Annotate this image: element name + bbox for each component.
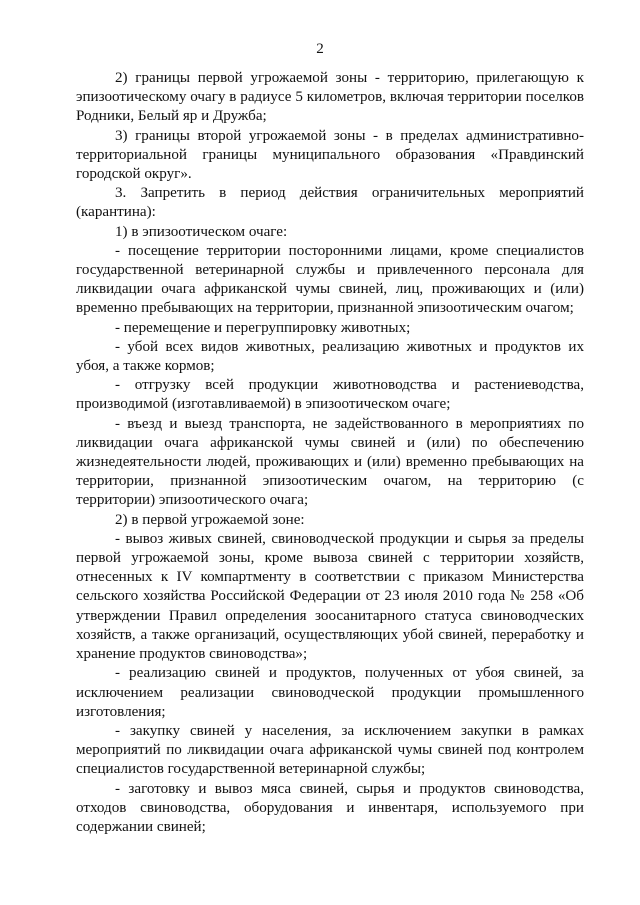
paragraph-purchase-ban: - закупку свиней у населения, за исключением закупки в рамках мероприятий по ликвидации очага африканской чумы свиней под контролем специалистов государственной ветеринарной службы; — [76, 722, 584, 778]
paragraph-sale-ban: - реализацию свиней и продуктов, полученных от убоя свиней, за исключением реализации свиноводческой продукции промышленного изготовления; — [76, 665, 584, 720]
paragraph-item-3: 3. Запретить в период действия ограничительных мероприятий (карантина): — [76, 185, 584, 221]
paragraph-visits-ban: - посещение территории посторонними лицами, кроме специалистов государственной ветеринарной службы и привлеченного персонала для ликвидации очага африканской чумы свиней, лиц, проживающих и (или) временно пребывающих на территории, признанной эпизоотическим очагом; — [76, 242, 584, 317]
paragraph-first-zone-heading: 2) в первой угрожаемой зоне: — [115, 511, 305, 528]
paragraph-shipment-ban: - отгрузку всей продукции животноводства и растениеводства, производимой (изготавливаемой) в эпизоотическом очаге; — [76, 377, 584, 413]
paragraph-zone-2: 3) границы второй угрожаемой зоны - в пределах административно-территориальной границы муниципального образования «Правдинский городской округ». — [76, 127, 584, 183]
paragraph-slaughter-ban: - убой всех видов животных, реализацию животных и продуктов их убоя, а также кормов; — [76, 338, 584, 375]
page-number: 2 — [316, 41, 324, 57]
paragraph-zone-1: 2) границы первой угрожаемой зоны - территорию, прилегающую к эпизоотическому очагу в радиусе 5 километров, включая территории поселков Родники, Белый яр и Дружба; — [76, 70, 584, 125]
paragraph-focus-heading: 1) в эпизоотическом очаге: — [115, 223, 288, 240]
paragraph-transport-ban: - въезд и выезд транспорта, не задействованного в мероприятиях по ликвидации очага африканской чумы свиней и (или) по обеспечению жизнедеятельности людей, проживающих и (или) временно пребывающих на территории, признанной эпизоотическим очагом, на территорию (с территории) эпизоотического очага; — [76, 415, 584, 509]
paragraph-export-ban: - вывоз живых свиней, свиноводческой продукции и сырья за пределы первой угрожаемой зоны, кроме вывоза свиней с территории хозяйств, отнесенных к IV компартменту в соответствии с приказом Министерства сельского хозяйства Российской Федерации от 23 июля 2010 года № 258 «Об утверждении Правил определения зоосанитарного статуса свиноводческих хозяйств, а также организаций, осуществляющих убой свиней, переработку и хранение продуктов свиноводства»; — [76, 530, 584, 663]
document-body — [76, 69, 584, 837]
paragraph-procurement-ban: - заготовку и вывоз мяса свиней, сырья и продуктов свиноводства, отходов свиноводства, оборудования и инвентаря, используемого при содержании свиней; — [76, 780, 584, 835]
paragraph-movement-ban: - перемещение и перегруппировку животных; — [115, 319, 411, 336]
